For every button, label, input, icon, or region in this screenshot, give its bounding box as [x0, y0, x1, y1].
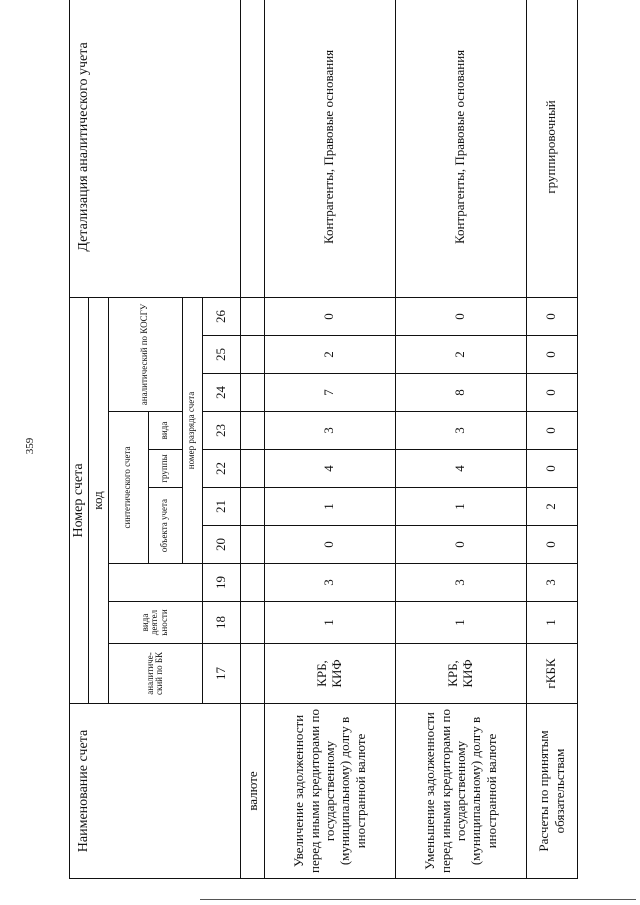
header-group: группы — [148, 450, 182, 488]
header-kind: вида — [148, 412, 182, 450]
row-detail: Контрагенты, Правовые основания — [264, 0, 395, 297]
row-account-name: Уменьшение задолженности перед иными кредиторами по государственному (муниципальному) долгу в иностранной валюте — [395, 704, 526, 879]
digit-24: 24 — [202, 374, 240, 412]
table-row — [240, 0, 264, 879]
header-blank-19 — [108, 564, 202, 602]
digit-17: 17 — [202, 644, 240, 704]
row-value: 0 — [395, 297, 526, 335]
digit-23: 23 — [202, 412, 240, 450]
row-value — [240, 297, 264, 335]
header-code: код — [88, 297, 108, 703]
row-account-name: Увеличение задолженности перед иными кредиторами по государственному (муниципальному) долгу в иностранной валюте — [264, 704, 395, 879]
header-account-name: Наименование счета — [70, 704, 241, 879]
digit-22: 22 — [202, 450, 240, 488]
row-detail: группировочный — [526, 0, 577, 297]
row-account-name: Расчеты по принятым обязательствам — [526, 704, 577, 879]
row-value: 3 — [264, 564, 395, 602]
header-synthetic: синтетического счета — [108, 412, 148, 564]
row-value: КРБ, КИФ — [395, 644, 526, 704]
row-value: 1 — [264, 602, 395, 644]
row-value: 0 — [526, 526, 577, 564]
row-account-name: валюте — [240, 704, 264, 879]
row-value — [240, 564, 264, 602]
row-value — [240, 412, 264, 450]
row-value: 0 — [264, 526, 395, 564]
row-value: 0 — [526, 374, 577, 412]
row-value: 0 — [264, 297, 395, 335]
row-value: 0 — [526, 297, 577, 335]
table-row — [395, 0, 526, 879]
header-digit-number: номер разряда счета — [182, 297, 202, 563]
bottom-rule — [200, 899, 636, 900]
row-value: 2 — [395, 336, 526, 374]
page-number: 359 — [24, 437, 36, 455]
row-value — [240, 602, 264, 644]
row-value: 3 — [395, 564, 526, 602]
row-value: гКБК — [526, 644, 577, 704]
row-value: КРБ, КИФ — [264, 644, 395, 704]
header-accounting-object: объекта учета — [148, 488, 182, 564]
row-detail — [240, 0, 264, 297]
row-value: 4 — [264, 450, 395, 488]
row-value: 1 — [395, 602, 526, 644]
row-value: 3 — [526, 564, 577, 602]
table-row — [264, 0, 395, 879]
row-value: 0 — [526, 336, 577, 374]
digit-18: 18 — [202, 602, 240, 644]
row-detail: Контрагенты, Правовые основания — [395, 0, 526, 297]
row-value: 2 — [526, 488, 577, 526]
row-value: 0 — [526, 412, 577, 450]
digit-19: 19 — [202, 564, 240, 602]
row-value: 7 — [264, 374, 395, 412]
row-value: 3 — [395, 412, 526, 450]
digit-26: 26 — [202, 297, 240, 335]
row-value: 1 — [264, 488, 395, 526]
row-value — [240, 644, 264, 704]
row-value: 0 — [526, 450, 577, 488]
row-value — [240, 450, 264, 488]
row-value: 1 — [395, 488, 526, 526]
accounts-table — [69, 0, 578, 879]
row-value — [240, 526, 264, 564]
row-value: 1 — [526, 602, 577, 644]
row-value: 4 — [395, 450, 526, 488]
row-value: 3 — [264, 412, 395, 450]
header-detail: Детализация аналитического учета — [70, 0, 241, 297]
row-value: 0 — [395, 526, 526, 564]
header-analytical-kosgu: аналитический по КОСГУ — [108, 297, 182, 411]
digit-25: 25 — [202, 336, 240, 374]
digit-21: 21 — [202, 488, 240, 526]
row-value — [240, 336, 264, 374]
row-value — [240, 488, 264, 526]
row-value: 2 — [264, 336, 395, 374]
row-value: 8 — [395, 374, 526, 412]
row-value — [240, 374, 264, 412]
header-analytical-bk: аналитический по БК — [108, 644, 202, 704]
header-activity-type: вида деятел ьности — [108, 602, 202, 644]
table-row — [526, 0, 577, 879]
header-account-number: Номер счета — [70, 297, 89, 703]
rotated-page — [69, 0, 576, 879]
digit-20: 20 — [202, 526, 240, 564]
